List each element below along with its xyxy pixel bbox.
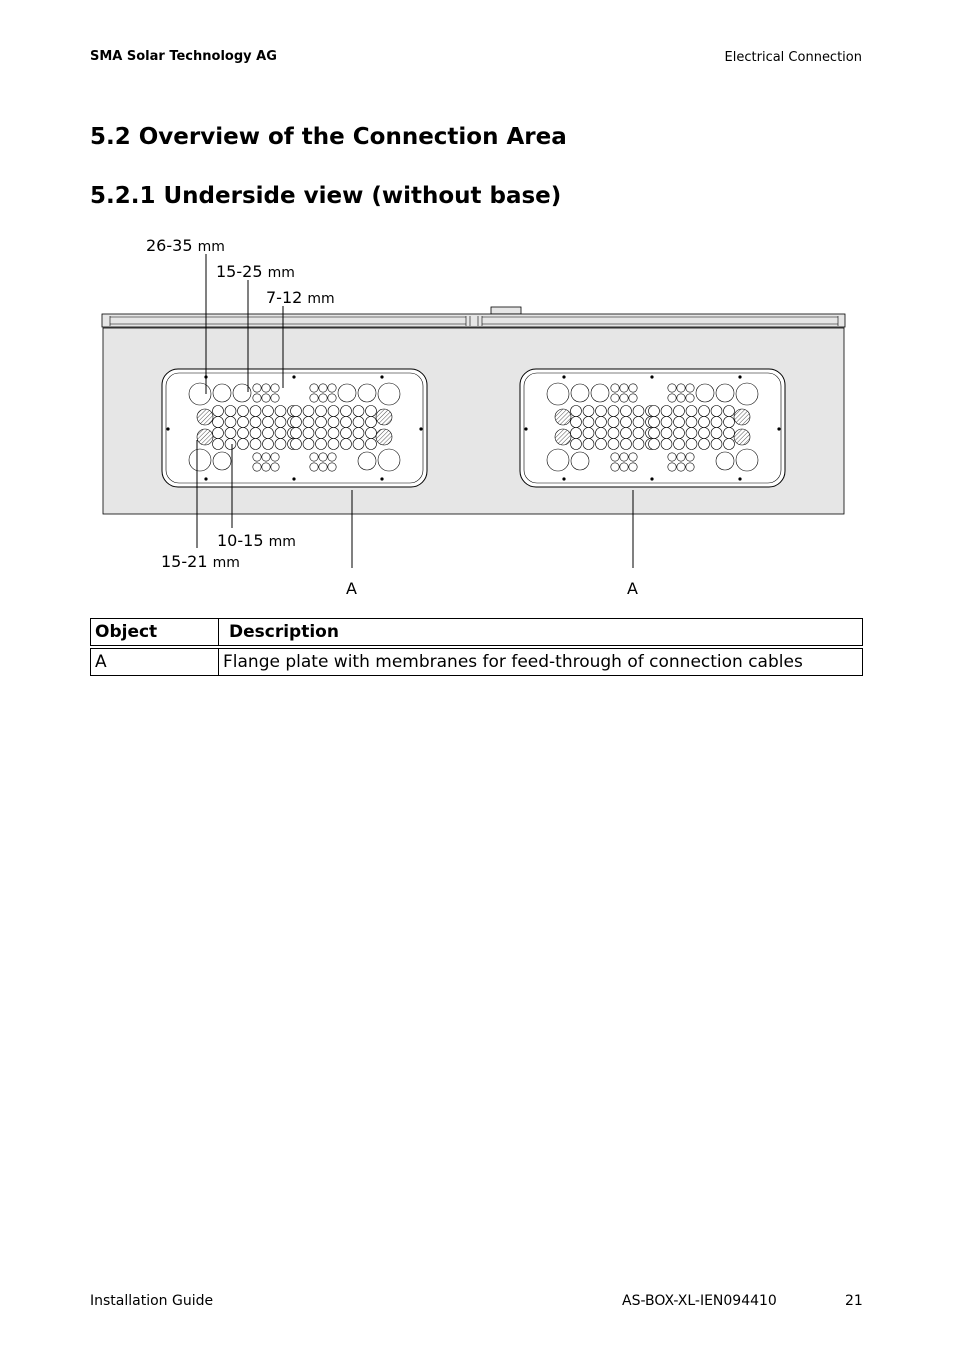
legend-header-row [91,619,863,648]
header-section: Electrical Connection [724,50,862,65]
label-10-15-mm: 10-15 mm [217,531,296,550]
label-a-left: A [346,579,357,598]
footer-doc-id: AS-BOX-XL-IEN094410 [622,1293,777,1309]
subsection-heading: 5.2.1 Underside view (without base) [90,183,562,209]
top-connector [491,307,521,314]
legend-table [90,618,863,676]
label-7-12-mm: 7-12 mm [266,288,335,307]
footer-page-number: 21 [845,1293,863,1309]
label-15-25-mm: 15-25 mm [216,262,295,281]
label-15-21-mm: 15-21 mm [161,552,240,571]
label-a-right: A [627,579,638,598]
table-row [91,647,863,676]
legend-header-object: Object [91,619,219,648]
top-rail [102,314,845,327]
label-26-35-mm: 26-35 mm [146,236,225,255]
legend-header-description: Description [219,619,863,648]
legend-description-cell: Flange plate with membranes for feed-through of connection cables [219,647,863,676]
legend-object-cell: A [91,647,219,676]
header-company: SMA Solar Technology AG [90,49,277,64]
underside-view-diagram [0,0,954,620]
section-heading: 5.2 Overview of the Connection Area [90,124,567,150]
footer-guide-title: Installation Guide [90,1293,214,1309]
